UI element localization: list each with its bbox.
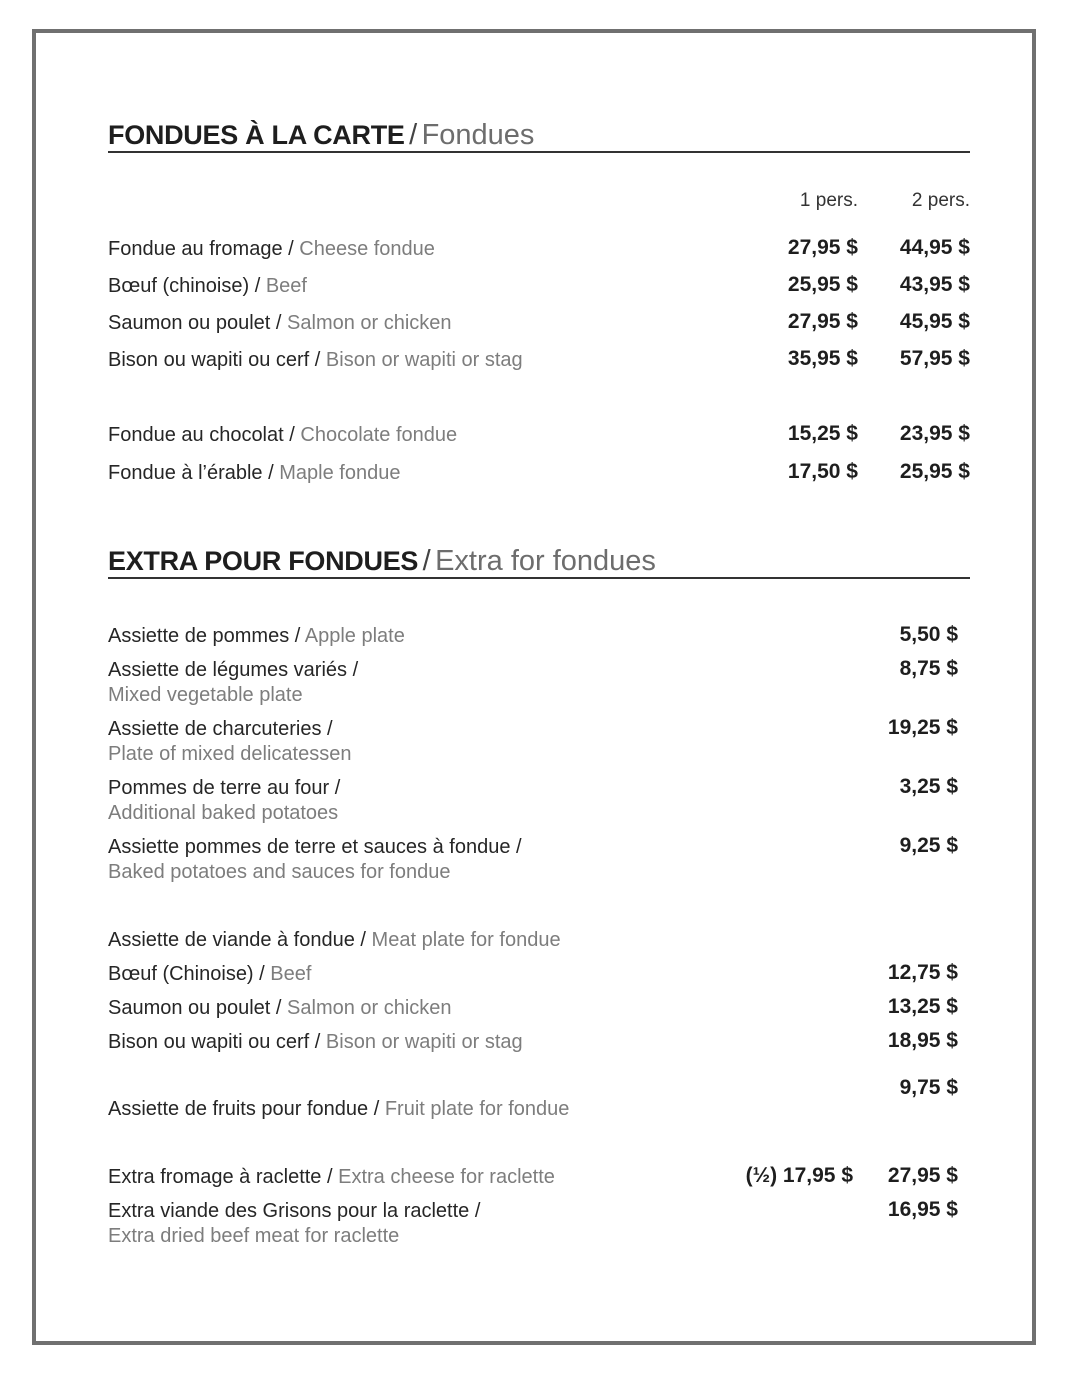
item-name-fr: Fondue à l’érable: [108, 462, 263, 484]
menu-item-extra-bison: Bison ou wapiti ou cerf / Bison or wapiti or stag: [108, 1031, 523, 1053]
menu-item-salmon-chicken: Saumon ou poulet / Salmon or chicken: [108, 312, 452, 334]
section-heading-extras: [108, 547, 970, 579]
menu-item-extra-dried-beef: Extra viande des Grisons pour la raclette / Extra dried beef meat for raclette: [108, 1200, 481, 1247]
item-name-en: Baked potatoes and sauces for fondue: [108, 861, 451, 883]
item-name-en: Mixed vegetable plate: [108, 684, 303, 706]
menu-item-bison: Bison ou wapiti ou cerf / Bison or wapiti or stag: [108, 349, 523, 371]
item-name-en: Beef: [270, 963, 312, 985]
item-name-fr: Assiette de charcuteries: [108, 718, 322, 740]
item-name-fr: Assiette pommes de terre et sauces à fondue: [108, 836, 511, 858]
item-name-fr: Bison ou wapiti ou cerf: [108, 349, 310, 371]
item-price: 16,95 $: [887, 1198, 958, 1221]
item-name-fr: Fondue au chocolat: [108, 424, 284, 446]
section-title-fr: FONDUES À LA CARTE: [108, 120, 405, 150]
item-name-en: Bison or wapiti or stag: [325, 349, 523, 371]
item-name-fr: Assiette de pommes: [108, 625, 290, 647]
menu-item-delicatessen-plate: Assiette de charcuteries / Plate of mixed delicatessen: [108, 718, 352, 765]
column-header-2-persons: 2 pers.: [911, 190, 970, 211]
menu-item-potatoes-and-sauces: Assiette pommes de terre et sauces à fondue / Baked potatoes and sauces for fondue: [108, 836, 522, 883]
price-2-persons: 57,95 $: [899, 347, 970, 370]
price-1-person: 27,95 $: [787, 236, 858, 259]
menu-item-apple-plate: Assiette de pommes / Apple plate: [108, 625, 405, 647]
price-2-persons: 44,95 $: [899, 236, 970, 259]
menu-item-fruit-plate: Assiette de fruits pour fondue / Fruit plate for fondue: [108, 1098, 570, 1120]
price-1-person: 15,25 $: [787, 422, 858, 445]
item-name-fr: Assiette de fruits pour fondue: [108, 1098, 369, 1120]
item-name-en: Maple fondue: [279, 462, 401, 484]
item-price: 19,25 $: [887, 716, 958, 739]
menu-item-beef: Bœuf (chinoise) / Beef: [108, 275, 307, 297]
item-name-fr: Assiette de légumes variés: [108, 659, 348, 681]
item-name-en: Salmon or chicken: [287, 997, 452, 1019]
menu-item-baked-potatoes: Pommes de terre au four / Additional baked potatoes: [108, 777, 341, 824]
item-name-fr: Bison ou wapiti ou cerf: [108, 1031, 310, 1053]
price-1-person: 27,95 $: [787, 310, 858, 333]
section-title-en: Extra for fondues: [435, 545, 656, 577]
item-name-en: Apple plate: [304, 625, 405, 647]
item-half-price: (½) 17,95 $: [745, 1164, 853, 1187]
item-price: 9,75 $: [899, 1076, 958, 1099]
menu-item-meat-plate-heading: Assiette de viande à fondue / Meat plate for fondue: [108, 929, 561, 951]
price-1-person: 17,50 $: [787, 460, 858, 483]
item-name-en: Chocolate fondue: [300, 424, 458, 446]
item-name-fr: Bœuf (Chinoise): [108, 963, 254, 985]
item-name-fr: Assiette de viande à fondue: [108, 929, 355, 951]
menu-item-vegetable-plate: Assiette de légumes variés / Mixed vegetable plate: [108, 659, 359, 706]
column-header-1-person: 1 pers.: [799, 190, 858, 211]
item-name-en: Extra cheese for raclette: [338, 1166, 555, 1188]
menu-item-extra-beef: Bœuf (Chinoise) / Beef: [108, 963, 312, 985]
item-name-fr: Pommes de terre au four: [108, 777, 330, 799]
item-name-en: Additional baked potatoes: [108, 802, 339, 824]
item-price: 18,95 $: [887, 1029, 958, 1052]
title-separator: /: [409, 119, 418, 151]
item-price: 5,50 $: [899, 623, 958, 646]
section-heading-fondues: [108, 121, 970, 153]
item-name-fr: Extra viande des Grisons pour la raclette: [108, 1200, 470, 1222]
price-2-persons: 45,95 $: [899, 310, 970, 333]
price-2-persons: 25,95 $: [899, 460, 970, 483]
menu-item-extra-salmon-chicken: Saumon ou poulet / Salmon or chicken: [108, 997, 452, 1019]
item-name-en: Beef: [265, 275, 307, 297]
item-name-en: Fruit plate for fondue: [384, 1098, 570, 1120]
menu-item-cheese-fondue: Fondue au fromage / Cheese fondue: [108, 238, 435, 260]
item-name-fr: Bœuf (chinoise): [108, 275, 250, 297]
menu-item-extra-raclette-cheese: Extra fromage à raclette / Extra cheese for raclette: [108, 1166, 555, 1188]
item-name-fr: Saumon ou poulet: [108, 312, 271, 334]
title-separator: /: [422, 545, 431, 577]
item-name-en: Salmon or chicken: [287, 312, 452, 334]
item-name-en: Cheese fondue: [299, 238, 435, 260]
menu-item-chocolate-fondue: Fondue au chocolat / Chocolate fondue: [108, 424, 458, 446]
item-name-en: Extra dried beef meat for raclette: [108, 1225, 400, 1247]
item-name-fr: Saumon ou poulet: [108, 997, 271, 1019]
section-title-fr: EXTRA POUR FONDUES: [108, 546, 419, 576]
price-2-persons: 23,95 $: [899, 422, 970, 445]
menu-item-maple-fondue: Fondue à l’érable / Maple fondue: [108, 462, 401, 484]
item-price: 13,25 $: [887, 995, 958, 1018]
item-price: 3,25 $: [899, 775, 958, 798]
item-price: 27,95 $: [887, 1164, 958, 1187]
item-price: 8,75 $: [899, 657, 958, 680]
item-name-fr: Extra fromage à raclette: [108, 1166, 322, 1188]
item-name-fr: Fondue au fromage: [108, 238, 283, 260]
item-name-en: Plate of mixed delicatessen: [108, 743, 352, 765]
price-1-person: 35,95 $: [787, 347, 858, 370]
item-name-en: Meat plate for fondue: [371, 929, 561, 951]
price-1-person: 25,95 $: [787, 273, 858, 296]
item-price: 9,25 $: [899, 834, 958, 857]
item-price: 12,75 $: [887, 961, 958, 984]
item-name-en: Bison or wapiti or stag: [325, 1031, 523, 1053]
price-2-persons: 43,95 $: [899, 273, 970, 296]
section-title-en: Fondues: [421, 119, 535, 151]
